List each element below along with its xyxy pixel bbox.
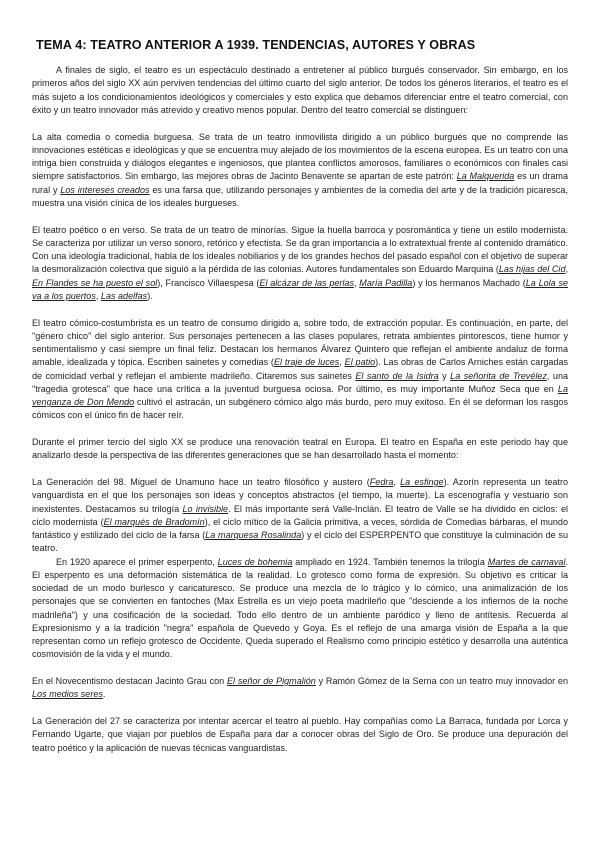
text-run: , (95, 290, 101, 301)
work-title: En Flandes se ha puesto el sol (32, 277, 158, 288)
text-run: ) y el ciclo del ESPERPENTO que constituye la culminación de su teatro. (32, 530, 568, 554)
esperpento-paragraph (32, 556, 568, 662)
alta-comedia-paragraph (32, 131, 568, 211)
work-title: La señorita de Trevélez (450, 370, 547, 381)
text-run: . El esperpento es una deformación sistemática de la realidad. Lo grotesco como forma de expresión. Su objetivo es criticar la sociedad de un modo burlesco y caricaturesco. Se produce una mezcla de lo trágico y lo cómico, una animalización de los personajes que se convierten en fantoches (Max Estrella es un viejo poeta madrileño que "desciende a los infiernos de la noche madrileña") y una cosificación de la sociedad. Todo ello dentro de un ambiente paródico y lleno de antítesis. Recuerda al Expresionismo y a la tradición "negra" española de Quevedo y Goya. Es el reflejo de una amarga visión de España a la que representan como un reflejo grotesco de Occidente. Queda superado el Realismo como principio estético y desarrolla una auténtica cosmovisión de la vida y el mundo. (32, 556, 568, 660)
work-title: La venganza de Don Mendo (32, 383, 568, 407)
text-run: La Generación del 98. Miguel de Unamuno hace un teatro filosófico y austero ( (32, 477, 370, 487)
text-run: ampliado en 1924. También tenemos la trilogía (292, 556, 488, 567)
text-run: y (438, 370, 451, 381)
work-title: El señor de Pigmalión (227, 676, 316, 686)
work-title: El marqués de Bradomín (103, 516, 205, 527)
text-run: cultivó el astracán, un subgénero cómico algo más burdo, pero muy exitoso. En él se deforman los rasgos cómicos con el único fin de hacer reír. (32, 397, 568, 421)
generacion-98-paragraph (32, 476, 568, 556)
text-run: En el Novecentismo destacan Jacinto Grau con (32, 676, 227, 686)
work-title: El patio (344, 357, 376, 368)
text-run: ), Francisco Villaespesa ( (157, 277, 260, 288)
novecentismo-paragraph (32, 675, 568, 702)
work-title: Luces de bohemia (217, 556, 293, 567)
work-title: El alcázar de las perlas (259, 277, 354, 288)
text-run: ) y los hermanos Machado ( (412, 277, 526, 288)
work-title: Las hijas del Cid (498, 264, 566, 275)
work-title: Fedra (369, 477, 394, 487)
intro-paragraph: A finales de siglo, el teatro es un espectáculo destinado a entretener al público burgués conservador. Sin embargo, en los primeros años del siglo XX aún perviven tendencias del último cuarto del siglo anterior. De todos los géneros literarios, el teatro es el más sujeto a los condicionamientos ideológicos y comerciales y esto explica que debamos diferenciar entre el teatro comercial, con éxito y un teatro innovador más atrevido y creativo menos popular. Dentro del teatro comercial se distinguen: (32, 65, 568, 115)
work-title: Los intereses creados (60, 184, 150, 195)
generacion-27-paragraph: La Generación del 27 se caracteriza por intentar acercar el teatro al pueblo. Hay compañías como La Barraca, fundada por Lorca y Fernando Ugarte, que viajan por pueblos de España para dar a conocer obras del Siglo de Oro. Se produce una depuración del teatro poético y la aplicación de nuevas técnicas vanguardistas. (32, 716, 568, 753)
work-title: La esfinge (400, 477, 444, 487)
work-title: La marquesa Rosalinda (205, 530, 302, 540)
text-run: , (565, 264, 568, 275)
text-run: ). Las obras de Carlos Arniches están cargadas de comicidad verbal y reflejan el ambiente madrileño. Citaremos sus sainetes (32, 357, 568, 381)
text-run: ). Azorín representa un teatro vanguardista en el que los personajes son ideas y conceptos abstractos (el tiempo, la muerte). La escenografía y vestuario son inexistentes. Destacamos su trilogía (32, 477, 568, 514)
text-run: La alta comedia o comedia burguesa. Se trata de un teatro inmovilista dirigido a un público burgués que no comprende las innovaciones estéticas e ideológicas y que se encuentra muy alejado de los movimientos de la escena europea. Es un teatro con una intriga bien construida y diálogos elegantes e ingeniosos, que plantea conflictos amorosos, familiares o económicos con finales casi siempre satisfactorios. Sin embargo, las mejores obras de Jacinto Benavente se apartan de este patrón: (32, 131, 568, 182)
comico-costumbrista-paragraph (32, 317, 568, 423)
text-run: , una "tragedia grotesca" que hace una crítica a la juventud burguesa ociosa. Por último, es muy importante Muñoz Seca que en (32, 370, 569, 394)
text-run: . El más importante será Valle-Inclán. El teatro de Valle se ha dividido en ciclos: el ciclo modernista ( (32, 503, 569, 527)
text-run: ). (147, 290, 153, 301)
renovacion-paragraph: Durante el primer tercio del siglo XX se produce una renovación teatral en Europa. El teatro en España en este periodo hay que analizarlo desde la perspectiva de las diferentes generaciones que se han desarrollado hasta el momento: (32, 437, 568, 461)
work-title: El traje de luces (273, 357, 340, 368)
text-run: y Ramón Gómez de la Serna con un teatro muy innovador en (315, 676, 568, 686)
text-run: El teatro poético o en verso. Se trata de un teatro de minorías. Sigue la huella barroca y posromántica y tiene un estilo modernista. Se caracteriza por utilizar un verso sonoro, retórico y efectista. Se da gran importancia a lo extratextual frente al contenido dramático. Con una ideología tradicional, habla de los ideales nobiliarios y de los grandes hechos del pasado español con el objetivo de superar la desmoralización colectiva que siguió a la pérdida de las colonias. Autores fundamentales son Eduardo Marquina ( (32, 224, 568, 275)
work-title: Los medios seres (32, 689, 103, 700)
page-title: TEMA 4: TEATRO ANTERIOR A 1939. TENDENCIAS, AUTORES Y OBRAS (36, 38, 476, 52)
work-title: El santo de la Isidra (355, 370, 439, 381)
text-run: En 1920 aparece el primer esperpento, (56, 556, 218, 567)
text-run: es una farsa que, utilizando personajes y ambientes de la comedia del arte y de la tradición picaresca, muestra una visión cínica de los ideales burgueses. (32, 184, 568, 208)
text-run: , (393, 477, 401, 487)
work-title: La Lola se va a los puertos (32, 277, 569, 301)
teatro-poetico-paragraph (32, 224, 568, 304)
text-run: ), el ciclo mítico de la Galicia primitiva, a veces, sórdida de Comedias bárbaras, el mundo fantástico y estilizado del ciclo de la farsa ( (32, 516, 568, 540)
work-title: La Malquerida (456, 171, 515, 182)
work-title: Lo invisible (182, 503, 229, 514)
work-title: Martes de carnaval (487, 556, 566, 567)
text-run: , (339, 357, 345, 368)
text-run: El teatro cómico-costumbrista es un teatro de consumo dirigido a, sobre todo, de extracción popular. Es continuación, en parte, del "género chico" del siglo anterior. Sus personajes pertenecen a las clases populares, retrata ambientes pintorescos, tiene humor y sentimentalismo y casi siempre un final feliz. Destacan los hermanos Álvarez Quintero que reflejan el ambiente andaluz de forma amable, idealizada y tópica. Escriben sainetes y comedias ( (32, 317, 568, 368)
work-title: María Padilla (359, 277, 413, 288)
text-run: , (353, 277, 360, 288)
text-run: . (102, 689, 106, 700)
work-title: Las adelfas (100, 290, 148, 301)
text-run: es un drama rural y (32, 171, 568, 195)
